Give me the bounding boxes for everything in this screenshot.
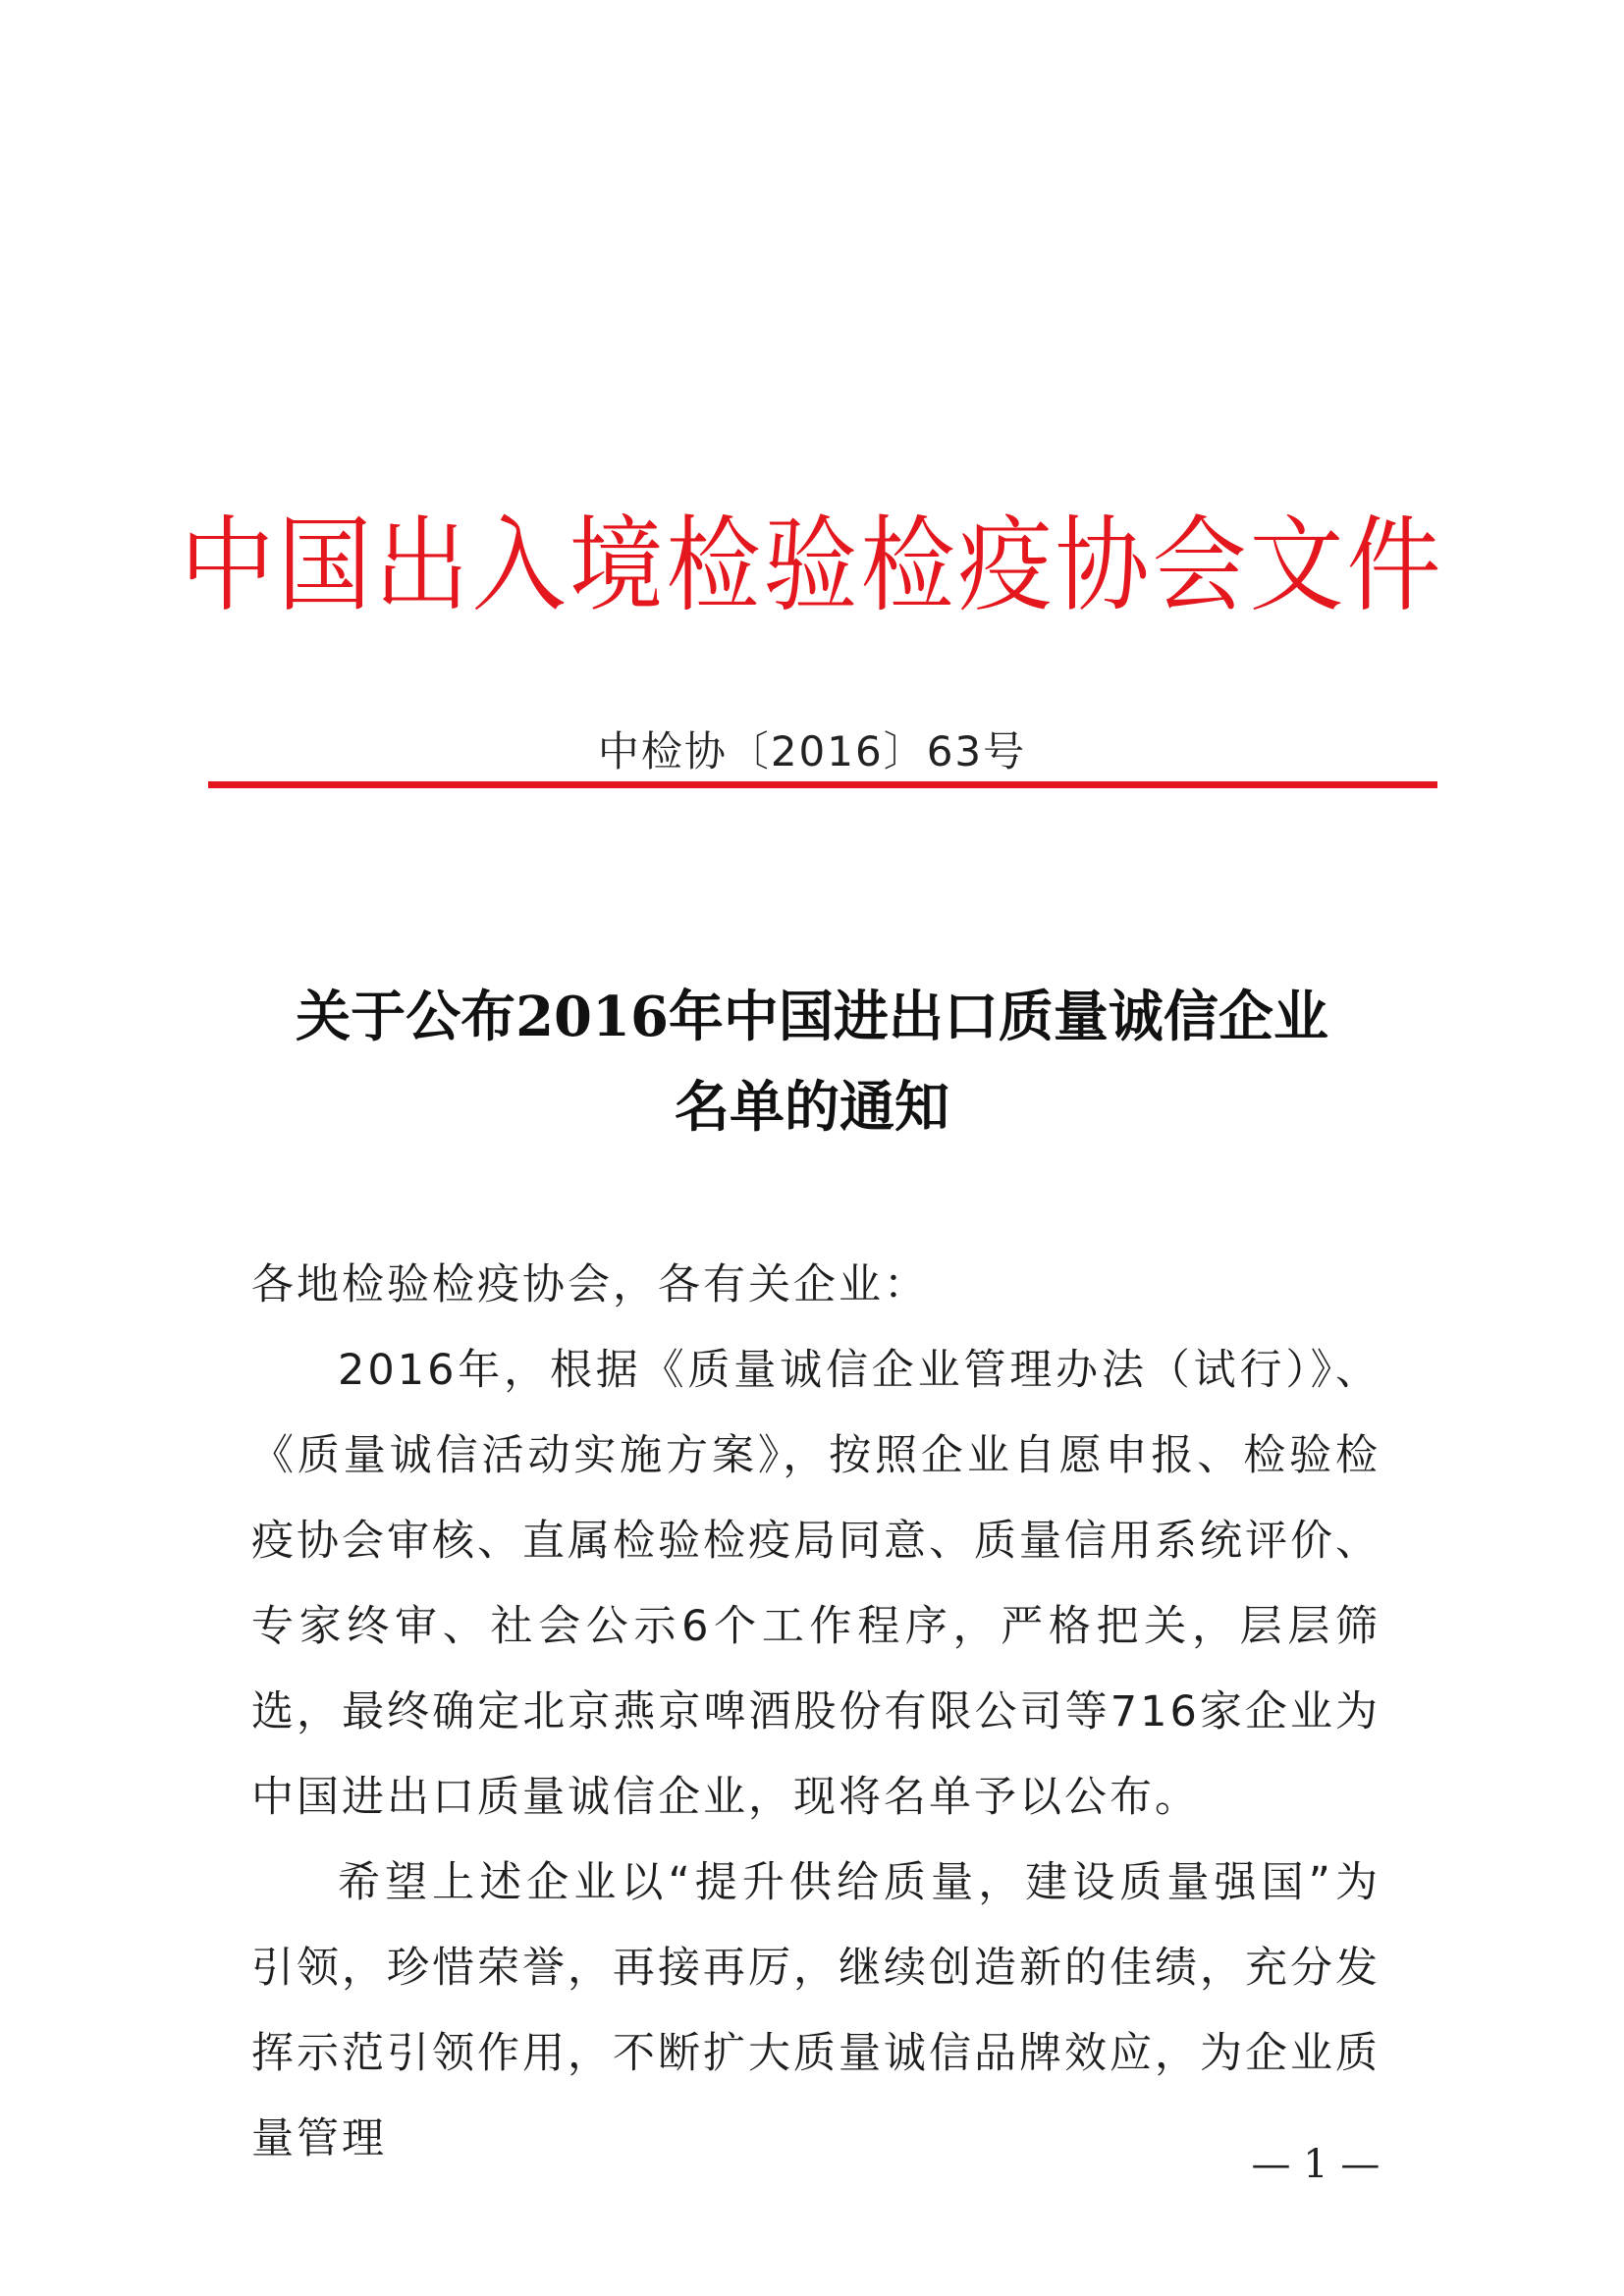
body-paragraph-1: 2016年，根据《质量诚信企业管理办法（试行）》、《质量诚信活动实施方案》，按照企业自愿申报、检验检疫协会审核、直属检验检疫局同意、质量信用系统评价、专家终审、社会公示6个工作程序，严格把关，层层筛选，最终确定北京燕京啤酒股份有限公司等716家企业为中国进出口质量诚信企业，现将名单予以公布。 [251, 1346, 1380, 1822]
notice-title-line-1: 关于公布2016年中国进出口质量诚信企业 [296, 985, 1328, 1049]
notice-body [251, 1243, 1380, 2182]
notice-title-line-2: 名单的通知 [675, 1075, 949, 1140]
notice-title [0, 972, 1624, 1152]
document-number: 中检协〔2016〕63号 [597, 727, 1027, 775]
page-number: — 1 — [1251, 2142, 1380, 2187]
body-paragraph-2: 希望上述企业以“提升供给质量，建设质量强国”为引领，珍惜荣誉，再接再厉，继续创造新的佳绩，充分发挥示范引领作用，不断扩大质量诚信品牌效应，为企业质量管理 [251, 1858, 1380, 2163]
masthead-title: 中国出入境检验检疫协会文件 [180, 505, 1444, 626]
red-divider-line [208, 781, 1437, 788]
salutation: 各地检验检疫协会，各有关企业： [251, 1260, 929, 1309]
